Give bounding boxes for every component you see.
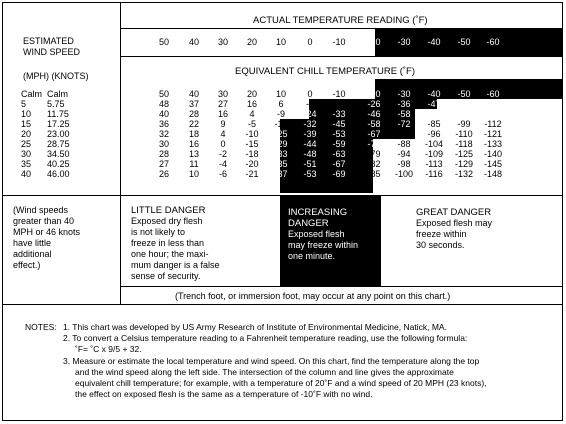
chill-value-cell: -20 (245, 159, 259, 169)
chill-value-cell: -37 (274, 169, 288, 179)
chill-value-cell: -58 (397, 109, 411, 119)
wind-mph-cell: 20 (21, 129, 32, 139)
chill-value-cell: 27 (158, 159, 169, 169)
chill-value-cell: -33 (332, 109, 346, 119)
chill-value-cell: 20 (246, 89, 257, 99)
chill-value-cell: -15 (332, 99, 346, 109)
chill-value-cell: -57 (457, 99, 471, 109)
notes-label: NOTES: (25, 322, 57, 332)
wind-chill-chart: ESTIMATED WIND SPEED (MPH) (KNOTS) ACTUAL TEMPERATURE READING (˚F) EQUIVALENT CHILL TEMPERATURE (˚F) 50 40 30 20 10 0 -10 -20 -30 -40 -50 -60 Calm Calm 50 40 30 20 10 0 -10 -20 -30 -40 -50 -60 5 5.75 48 37 27 16 6 -5 -15 -26 -36 -47 -57 -68 10 11.75 40 28 16 4 -9 -24 -33 -46 -58 -70 -83 -95 15 17.25 36 22 9 -5 -18 -32 -45 -58 -72 -85 -99 -112 20 23.00 32 18 4 -10 -25 -39 -53 -67 -82 -96 -110 -121 25 28.75 30 16 0 -15 -29 -44 -59 -74 -88 -104 -118 -133 30 34.50 28 13 -2 -18 -33 -48 -63 -79 -94 -109 -125 -140 35 40.25 27 11 -4 -20 -35 -51 -67 -82 -98 -113 -129 -145 40 46.00 26 10 -6 -21 -37 -53 -69 -85 -100 -116 -132 -148 (Wind speeds greater than 40 MPH or 46 knots have little additional effect.) LITTLE DANGER Exposed dry flesh is not likely to freeze in less than one hour; the maxi- mum danger is a false sense of security. INCREASING DANGER Exposed flesh may freeze within one minute. GREAT DANGER Exposed flesh may freeze within 30 seconds. (Trench foot, or immersion foot, may occur at any point on this chart.) NOTES: 1. This chart was developed by US Army Research of Institute of Environmental Medicine, Natick, MA. 2. To convert a Celsius temperature reading to a Fahrenheit temperature reading, use the following formula: ˚F= ˚C x 9/5 + 32. 3. Measure or estimate the local temperature and wind speed. On this chart, find the temperature along the top and the wind speed along the left side. The intersection of the column and line gives the approximate equivalent chill temperature; for example, with a temperature of 20˚F and a wind speed of 20 MPH (23 knots), the effect on exposed flesh is the same as a temperature of -10˚F with no wind. (2, 2, 563, 421)
chill-value-cell: -133 (483, 139, 502, 149)
actual-temp-cell: 20 (246, 37, 257, 47)
chill-value-cell: 36 (158, 119, 169, 129)
chill-value-cell: -32 (303, 119, 317, 129)
note-line-2: 2. To convert a Celsius temperature reading to a Fahrenheit temperature reading, use the following formula: (63, 333, 468, 343)
chill-value-cell: -60 (486, 89, 500, 99)
chill-value-cell: -2 (218, 149, 227, 159)
chill-value-cell: -145 (483, 159, 502, 169)
chill-value-cell: 16 (246, 99, 257, 109)
chill-value-cell: -95 (486, 109, 500, 119)
trench-foot-note: (Trench foot, or immersion foot, may occur at any point on this chart.) (175, 291, 451, 301)
chill-value-cell: -70 (427, 109, 441, 119)
chill-value-cell: 18 (188, 129, 199, 139)
chill-value-cell: 28 (158, 149, 169, 159)
chill-value-cell: -44 (303, 139, 317, 149)
chill-value-cell: -10 (245, 129, 259, 139)
chill-value-cell: 30 (217, 89, 228, 99)
chill-value-cell: 48 (158, 99, 169, 109)
chill-value-cell: -96 (427, 129, 441, 139)
chill-value-cell: -40 (427, 89, 441, 99)
chill-value-cell: -53 (303, 169, 317, 179)
actual-row-divider (120, 56, 562, 57)
wind-knots-cell: 17.25 (47, 119, 70, 129)
notes-section (3, 309, 562, 419)
chill-value-cell: -45 (332, 119, 346, 129)
chill-value-cell: -94 (397, 149, 411, 159)
wind-knots-cell: 5.75 (47, 99, 65, 109)
chill-value-cell: -121 (483, 129, 502, 139)
chill-value-cell: -50 (457, 89, 471, 99)
actual-temp-cell: -60 (486, 37, 500, 47)
chill-value-cell: -53 (332, 129, 346, 139)
chill-value-cell: -74 (367, 139, 381, 149)
chill-value-cell: -98 (397, 159, 411, 169)
wind-knots-cell: 23.00 (47, 129, 70, 139)
chill-value-cell: 13 (188, 149, 199, 159)
chill-value-cell: -51 (303, 159, 317, 169)
note-line-3: ˚F= ˚C x 9/5 + 32. (75, 344, 142, 354)
chill-value-cell: -109 (424, 149, 443, 159)
chill-value-cell: -18 (274, 119, 288, 129)
notes-divider (3, 304, 562, 305)
chill-value-cell: -15 (245, 139, 259, 149)
chill-value-cell: 28 (188, 109, 199, 119)
chill-value-cell: -24 (303, 109, 317, 119)
wind-knots-cell: 28.75 (47, 139, 70, 149)
chill-value-cell: -20 (367, 89, 381, 99)
note-line-4: 3. Measure or estimate the local temperature and wind speed. On this chart, find the temperature along the top (63, 356, 480, 366)
note-line-5: and the wind speed along the left side. The intersection of the column and line gives the approximate (75, 367, 454, 377)
wind-mph-cell: 5 (21, 99, 27, 109)
chill-value-cell: -140 (483, 149, 502, 159)
chill-value-cell: -104 (424, 139, 443, 149)
chill-value-cell: 40 (158, 109, 169, 119)
note-line-6: equivalent chill temperature; for example, with a temperature of 20˚F and a wind speed of 20 MPH (23 knots), (75, 378, 487, 388)
chill-value-cell: -35 (274, 159, 288, 169)
chill-value-cell: -59 (332, 139, 346, 149)
chill-value-cell: -67 (367, 129, 381, 139)
wind-knots-cell: 46.00 (47, 169, 70, 179)
note-line-7: the effect on exposed flesh is the same as a temperature of -10˚F with no wind. (75, 389, 373, 399)
chill-value-cell: -4 (218, 159, 227, 169)
chill-value-cell: -112 (484, 119, 502, 129)
note-line-1: 1. This chart was developed by US Army Research of Institute of Environmental Medicine, Natick, MA. (63, 322, 447, 332)
actual-temp-cell: -30 (397, 37, 411, 47)
chill-value-cell: 6 (278, 99, 284, 109)
chill-value-cell: -33 (274, 149, 288, 159)
chill-value-cell: -5 (247, 119, 256, 129)
wind-knots-cell: Calm (47, 89, 69, 99)
chill-value-cell: 27 (217, 99, 228, 109)
chill-value-cell: -30 (397, 89, 411, 99)
actual-temp-cell: 40 (188, 37, 199, 47)
chill-value-cell: 30 (158, 139, 169, 149)
chill-value-cell: 50 (158, 89, 169, 99)
chill-value-cell: -100 (394, 169, 413, 179)
chill-value-cell: -26 (367, 99, 381, 109)
chill-value-cell: -58 (367, 119, 381, 129)
chill-value-cell: 10 (275, 89, 286, 99)
chill-value-cell: -36 (397, 99, 411, 109)
chill-value-cell: -125 (454, 149, 473, 159)
chill-value-cell: -5 (305, 99, 314, 109)
chill-value-cell: -9 (276, 109, 285, 119)
chill-value-cell: 37 (188, 99, 199, 109)
chill-value-cell: -82 (397, 129, 411, 139)
chill-value-cell: -72 (397, 119, 411, 129)
wind-mph-cell: 30 (21, 149, 32, 159)
chill-value-cell: -63 (332, 149, 346, 159)
chill-value-cell: -85 (427, 119, 441, 129)
actual-temp-cell: -50 (457, 37, 471, 47)
chill-value-cell: -48 (303, 149, 317, 159)
chill-value-cell: -82 (367, 159, 381, 169)
wind-speed-label: WIND SPEED (23, 47, 81, 57)
wind-knots-cell: 11.75 (47, 109, 69, 119)
chill-value-cell: 26 (158, 169, 169, 179)
chill-value-cell: 0 (220, 139, 226, 149)
wind-mph-cell: 40 (21, 169, 32, 179)
wind-mph-cell: Calm (21, 89, 43, 99)
chill-value-cell: 9 (220, 119, 226, 129)
chill-value-cell: 4 (220, 129, 226, 139)
wind-mph-cell: 35 (21, 159, 32, 169)
chill-value-cell: -67 (332, 159, 346, 169)
left-column-divider (120, 3, 121, 304)
units-label: (MPH) (KNOTS) (23, 71, 89, 81)
actual-temp-cell: 30 (217, 37, 228, 47)
chill-value-cell: 32 (158, 129, 169, 139)
chill-value-cell: -99 (457, 119, 471, 129)
chill-value-cell: 4 (249, 109, 255, 119)
chill-value-cell: -10 (332, 89, 346, 99)
chill-value-cell: 10 (188, 169, 199, 179)
chill-value-cell: -85 (367, 169, 381, 179)
actual-temperature-title: ACTUAL TEMPERATURE READING (˚F) (253, 15, 428, 26)
wind-mph-cell: 25 (21, 139, 32, 149)
chill-value-cell: 16 (188, 139, 199, 149)
chill-value-cell: -132 (454, 169, 473, 179)
chill-value-cell: -25 (274, 129, 288, 139)
chill-value-cell: -110 (455, 129, 473, 139)
chill-value-cell: -83 (457, 109, 471, 119)
chill-value-cell: 40 (188, 89, 199, 99)
wind-knots-cell: 34.50 (47, 149, 70, 159)
chill-value-cell: -39 (303, 129, 317, 139)
chill-value-cell: -6 (218, 169, 227, 179)
wind-mph-cell: 10 (21, 109, 32, 119)
trench-top-divider (120, 286, 562, 287)
chill-value-cell: -18 (245, 149, 259, 159)
chill-value-cell: -118 (455, 139, 473, 149)
chill-value-cell: -148 (483, 169, 502, 179)
chill-value-cell: -88 (397, 139, 411, 149)
chill-value-cell: -129 (454, 159, 473, 169)
estimated-label: ESTIMATED (23, 36, 74, 46)
actual-temp-cell: -10 (332, 37, 346, 47)
chill-value-cell: -47 (427, 99, 441, 109)
chill-value-cell: -116 (425, 169, 443, 179)
chill-value-cell: 0 (307, 89, 313, 99)
actual-temp-cell: 50 (158, 37, 169, 47)
chill-value-cell: -21 (245, 169, 259, 179)
chill-value-cell: 22 (188, 119, 199, 129)
chill-value-cell: -79 (367, 149, 381, 159)
chill-value-cell: -46 (367, 109, 381, 119)
actual-temp-cell: -40 (427, 37, 441, 47)
actual-temp-cell: -20 (367, 37, 381, 47)
wind-knots-cell: 40.25 (47, 159, 70, 169)
chill-value-cell: -29 (274, 139, 288, 149)
chill-value-cell: 11 (189, 159, 199, 169)
chill-value-cell: -113 (425, 159, 443, 169)
equivalent-chill-title: EQUIVALENT CHILL TEMPERATURE (˚F) (235, 66, 415, 77)
actual-temp-cell: 0 (307, 37, 313, 47)
wind-mph-cell: 15 (21, 119, 32, 129)
chill-value-cell: 16 (217, 109, 228, 119)
chill-value-cell: -69 (332, 169, 346, 179)
actual-temp-cell: 10 (275, 37, 286, 47)
chill-value-cell: -68 (486, 99, 500, 109)
